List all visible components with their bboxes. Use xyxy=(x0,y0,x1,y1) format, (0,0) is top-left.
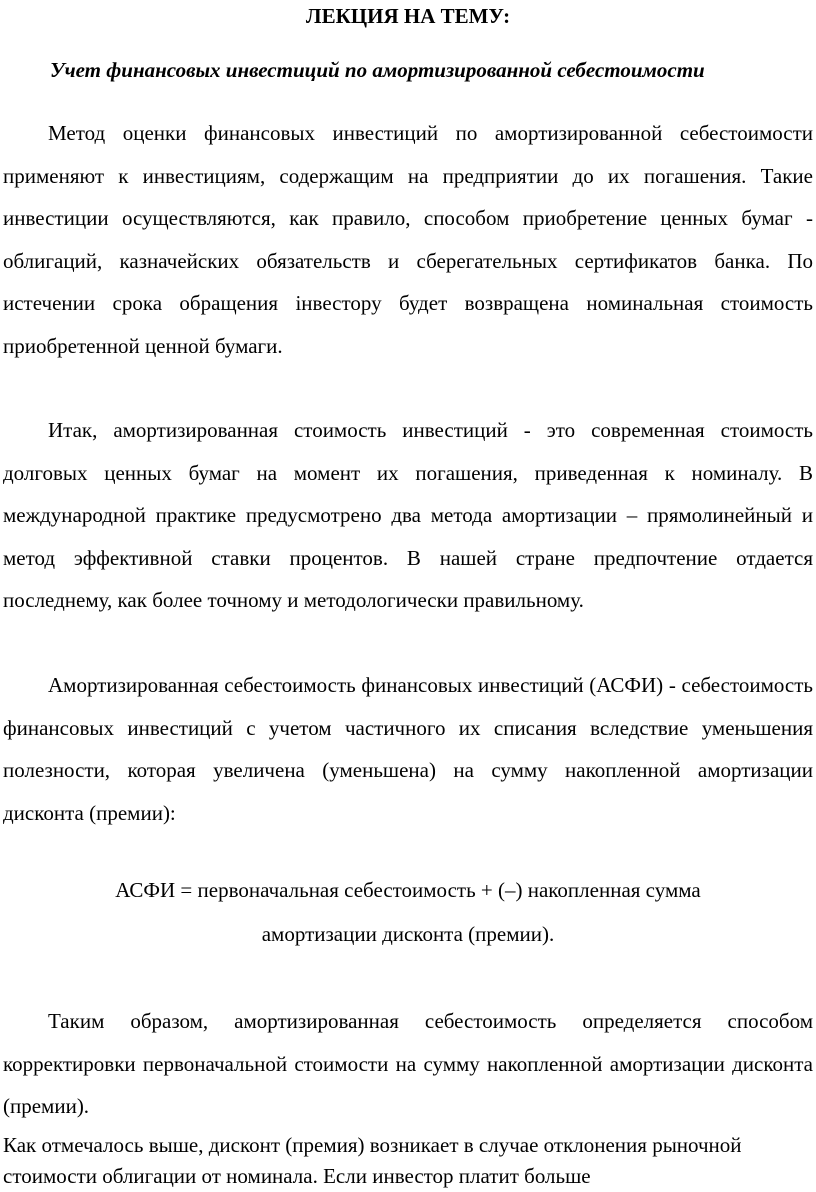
lecture-heading: ЛЕКЦИЯ НА ТЕМУ: xyxy=(305,4,511,28)
lecture-subtitle: Учет финансовых инвестиций по амортизированной себестоимости xyxy=(50,58,705,82)
paragraph-amortized-cost: Итак, амортизированная стоимость инвестиций - это современная стоимость долговых ценных бумаг на момент их погашения, приведенная к номиналу. В международной практике предусмотрено два метода амортизации – прямолинейный и метод эффективной ставки процентов. В нашей стране предпочтение отдается последнему, как более точному и методологически правильному. xyxy=(3,418,813,612)
paragraph-method: Метод оценки финансовых инвестиций по амортизированной себестоимости применяют к инвестициям, содержащим на предприятии до их погашения. Такие инвестиции осуществляются, как правило, способом приобретение ценных бумаг - облигаций, казначейских обязательств и сберегательных сертификатов банка. По истечении срока обращения інвестору будет возвращена номинальная стоимость приобретенной ценной бумаги. xyxy=(3,121,813,358)
paragraph-conclusion: Таким образом, амортизированная себестоимость определяется способом корректировки первоначальной стоимости на сумму накопленной амортизации дисконта (премии). xyxy=(3,1009,813,1118)
paragraph-discount-premium: Как отмечалось выше, дисконт (премия) возникает в случае отклонения рыночной стоимости облигации от номинала. Если инвестор платит больше xyxy=(3,1133,742,1188)
paragraph-asfi-definition: Амортизированная себестоимость финансовых инвестиций (АСФИ) - себестоимость финансовых инвестиций с учетом частичного их списания вследствие уменьшения полезности, которая увеличена (уменьшена) на сумму накопленной амортизации дисконта (премии): xyxy=(3,673,813,825)
formula-line-2: амортизации дисконта (премии). xyxy=(261,922,555,946)
formula-line-1: АСФИ = первоначальная себестоимость + (–) накопленная сумма xyxy=(115,878,701,902)
